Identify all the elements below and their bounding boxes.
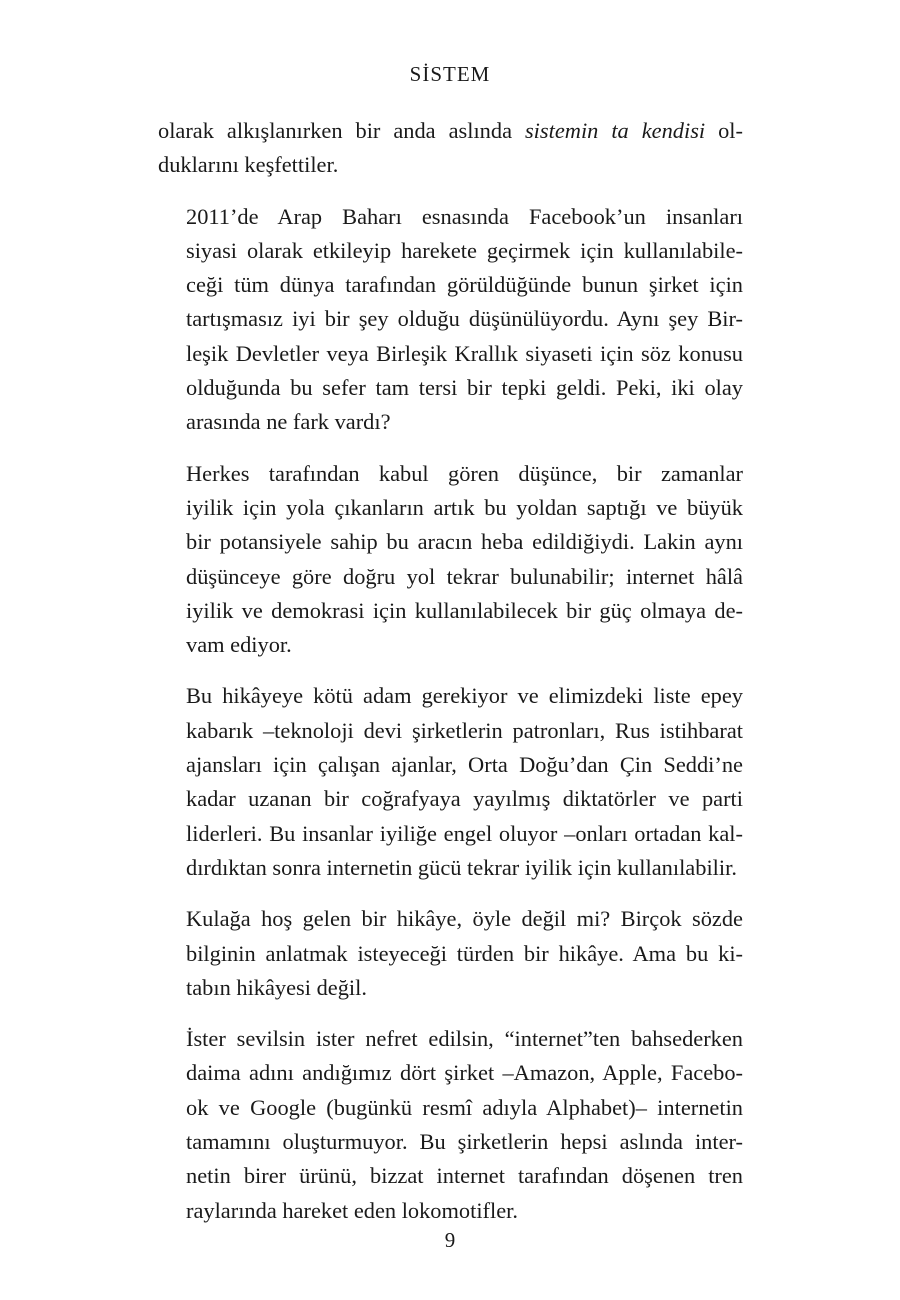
- text-line: [158, 148, 743, 182]
- text-segment: tartışmasız iyi bir şey olduğu düşünülüyordu. Aynı şey Bir-: [186, 306, 743, 332]
- text-line: [158, 1194, 743, 1228]
- text-segment: İster sevilsin ister nefret edilsin, “internet”ten bahsederken: [186, 1026, 743, 1052]
- text-segment: raylarında hareket eden lokomotifler.: [186, 1197, 518, 1223]
- text-segment: ok ve Google (bugünkü resmî adıyla Alphabet)– internetin: [186, 1094, 743, 1120]
- body-text: [158, 114, 743, 1245]
- text-segment: bilginin anlatmak isteyeceği türden bir hikâye. Ama bu ki-: [186, 940, 743, 966]
- text-line: [158, 594, 743, 628]
- text-line: [158, 560, 743, 594]
- italic-phrase: sistemin ta kendisi: [524, 118, 706, 143]
- text-segment: kabarık –teknoloji devi şirketlerin patronları, Rus istihbarat: [186, 717, 743, 743]
- paragraph: [158, 114, 743, 183]
- paragraph: [158, 1022, 743, 1228]
- text-line: [158, 200, 743, 234]
- text-segment: ceği tüm dünya tarafından görüldüğünde bunun şirket için: [186, 272, 743, 298]
- text-line: [158, 971, 743, 1005]
- text-line: [158, 302, 743, 336]
- text-segment: düşünceye göre doğru yol tekrar bulunabilir; internet hâlâ: [186, 563, 743, 589]
- page-number: 9: [444, 1228, 456, 1252]
- text-line: [158, 1056, 743, 1090]
- text-segment: leşik Devletler veya Birleşik Krallık siyaseti için söz konusu: [186, 340, 743, 366]
- paragraph: [158, 200, 743, 440]
- text-line: [158, 371, 743, 405]
- text-line: [158, 628, 743, 662]
- paragraph: [158, 679, 743, 885]
- text-line: [158, 234, 743, 268]
- text-segment: olduğunda bu sefer tam tersi bir tepki geldi. Peki, iki olay: [186, 375, 743, 401]
- text-segment: siyasi olarak etkileyip harekete geçirmek için kullanılabile-: [186, 237, 743, 263]
- text-line: [158, 457, 743, 491]
- text-line: [158, 268, 743, 302]
- text-segment: netin birer ürünü, bizzat internet tarafından döşenen tren: [186, 1163, 743, 1189]
- text-line: [158, 1159, 743, 1193]
- text-line: [158, 782, 743, 816]
- text-line: [158, 337, 743, 371]
- text-line: [158, 817, 743, 851]
- text-line: [158, 902, 743, 936]
- text-line: [158, 1125, 743, 1159]
- text-segment: tamamını oluşturmuyor. Bu şirketlerin hepsi aslında inter-: [186, 1129, 743, 1155]
- text-segment: daima adını andığımız dört şirket –Amazon, Apple, Facebo-: [186, 1060, 743, 1086]
- text-segment: duklarını keşfettiler.: [158, 152, 339, 178]
- text-line: [158, 937, 743, 971]
- text-segment: iyilik ve demokrasi için kullanılabilecek bir güç olmaya de-: [186, 597, 743, 623]
- text-line: [158, 114, 743, 148]
- running-title: SİSTEM: [409, 62, 491, 86]
- text-segment: dırdıktan sonra internetin gücü tekrar iyilik için kullanılabilir.: [186, 854, 737, 880]
- text-segment: iyilik için yola çıkanların artık bu yoldan saptığı ve büyük: [186, 494, 743, 520]
- text-line: [158, 525, 743, 559]
- text-segment: 2011’de Arap Baharı esnasında Facebook’un insanları: [186, 203, 743, 229]
- text-line: [158, 1091, 743, 1125]
- text-segment: Bu hikâyeye kötü adam gerekiyor ve elimizdeki liste epey: [186, 683, 743, 709]
- text-segment: arasında ne fark vardı?: [186, 409, 391, 435]
- text-segment: Kulağa hoş gelen bir hikâye, öyle değil mi? Birçok sözde: [186, 906, 743, 932]
- text-line: [158, 851, 743, 885]
- text-segment: Herkes tarafından kabul gören düşünce, bir zamanlar: [186, 460, 743, 486]
- text-segment: olarak alkışlanırken bir anda aslında: [158, 118, 525, 143]
- text-line: [158, 714, 743, 748]
- text-line: [158, 748, 743, 782]
- text-segment: ajansları için çalışan ajanlar, Orta Doğu’dan Çin Seddi’ne: [186, 752, 743, 778]
- text-line: [158, 679, 743, 713]
- text-segment: tabın hikâyesi değil.: [186, 974, 367, 1000]
- text-segment: kadar uzanan bir coğrafyaya yayılmış diktatörler ve parti: [186, 786, 743, 812]
- text-line: [158, 405, 743, 439]
- text-segment: liderleri. Bu insanlar iyiliğe engel oluyor –onları ortadan kal-: [186, 820, 743, 846]
- paragraph: [158, 902, 743, 1005]
- text-line: [158, 1022, 743, 1056]
- paragraph: [158, 457, 743, 663]
- text-segment: vam ediyor.: [186, 632, 292, 658]
- text-line: [158, 491, 743, 525]
- text-segment: bir potansiyele sahip bu aracın heba edildiğiydi. Lakin aynı: [186, 529, 743, 555]
- text-segment: ol-: [705, 118, 743, 143]
